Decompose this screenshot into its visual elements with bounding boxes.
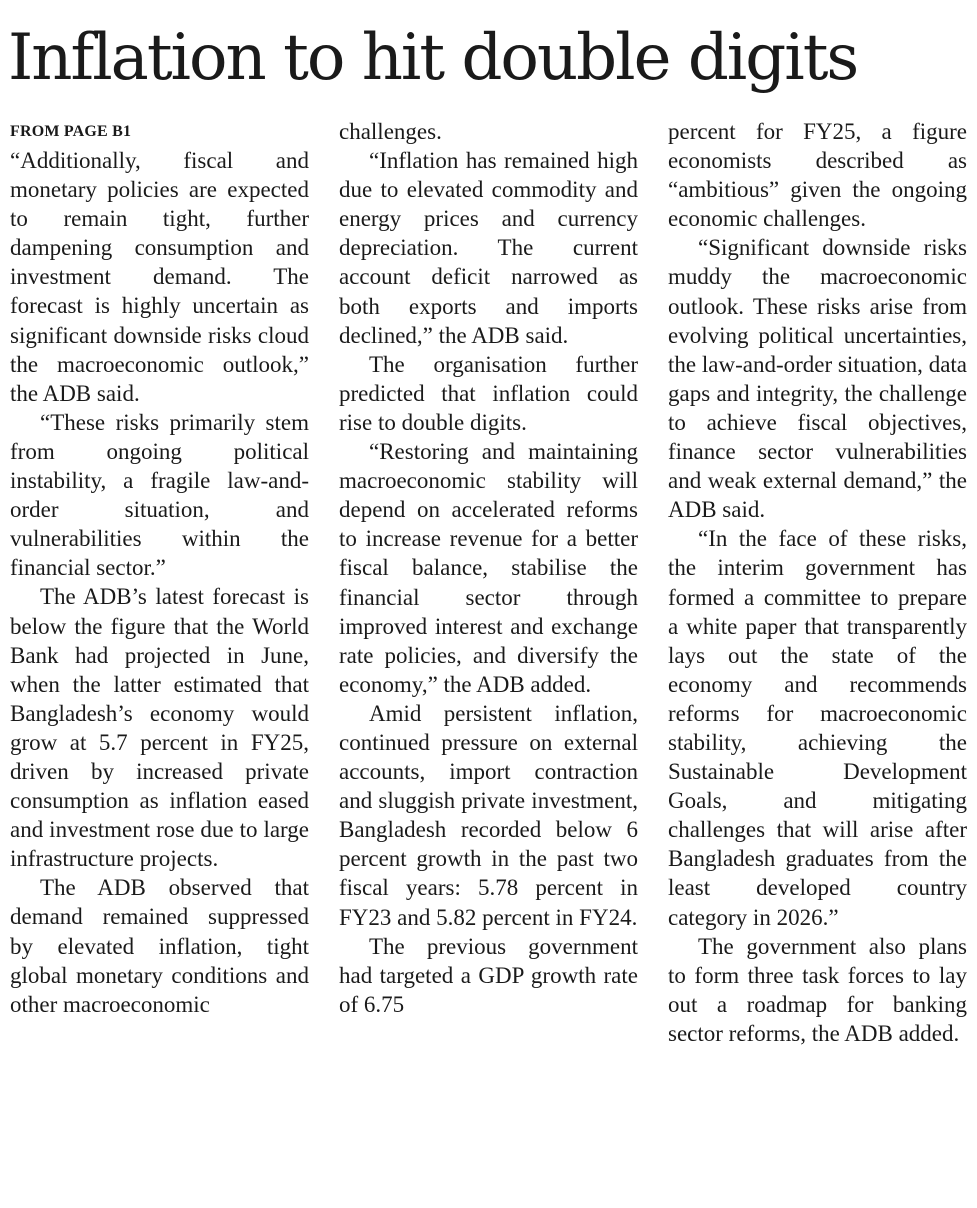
paragraph: “These risks primarily stem from ongoing political instability, a fragile law-and-order situation, and vulnerabilities within the financial sector.” bbox=[10, 409, 309, 581]
paragraph: “Inflation has remained high due to elevated commodity and energy prices and currency depreciation. The current account deficit narrowed as both exports and imports declined,” the ADB said. bbox=[339, 148, 638, 348]
column-3 bbox=[668, 117, 967, 1048]
paragraph: The government also plans to form three task forces to lay out a roadmap for banking sector reforms, the ADB added. bbox=[668, 933, 967, 1046]
paragraph: “Significant downside risks muddy the macroeconomic outlook. These risks arise from evolving political uncertainties, the law-and-order situation, data gaps and integrity, the challenge to achieve fiscal objectives, finance sector vulnerabilities and weak external demand,” the ADB said. bbox=[668, 235, 967, 523]
column-1 bbox=[10, 117, 309, 1019]
paragraph: The organisation further predicted that inflation could rise to double digits. bbox=[339, 351, 638, 435]
paragraph: The ADB’s latest forecast is below the figure that the World Bank had projected in June, when the latter estimated that Bangladesh’s economy would grow at 5.7 percent in FY25, driven by increased private consumption as inflation eased and investment rose due to large infrastructure projects. bbox=[10, 584, 309, 872]
paragraph: The previous government had targeted a GDP growth rate of 6.75 bbox=[339, 933, 638, 1017]
paragraph: Amid persistent inflation, continued pressure on external accounts, import contraction and sluggish private investment, Bangladesh recorded below 6 percent growth in the past two fiscal years: 5.78 percent in FY23 and 5.82 percent in FY24. bbox=[339, 700, 638, 930]
paragraph: “Restoring and maintaining macroeconomic stability will depend on accelerated reforms to increase revenue for a better fiscal balance, stabilise the financial sector through improved interest and exchange rate policies, and diversify the economy,” the ADB added. bbox=[339, 439, 638, 697]
paragraph: The ADB observed that demand remained suppressed by elevated inflation, tight global monetary conditions and other macroeconomic bbox=[10, 875, 309, 1017]
headline: Inflation to hit double digits bbox=[8, 21, 858, 95]
paragraph-continued: percent for FY25, a figure economists described as “ambitious” given the ongoing economic challenges. bbox=[668, 119, 967, 232]
paragraph: “Additionally, fiscal and monetary policies are expected to remain tight, further dampening consumption and investment demand. The forecast is highly uncertain as significant downside risks cloud the macroeconomic outlook,” the ADB said. bbox=[10, 148, 309, 406]
paragraph: “In the face of these risks, the interim government has formed a committee to prepare a white paper that transparently lays out the state of the economy and recommends reforms for macroeconomic stability, achieving the Sustainable Development Goals, and mitigating challenges that will arise after Bangladesh graduates from the least developed country category in 2026.” bbox=[668, 526, 967, 930]
column-2 bbox=[339, 117, 638, 1019]
continuation-kicker: FROM PAGE B1 bbox=[10, 123, 132, 140]
paragraph-continued: challenges. bbox=[339, 119, 442, 144]
